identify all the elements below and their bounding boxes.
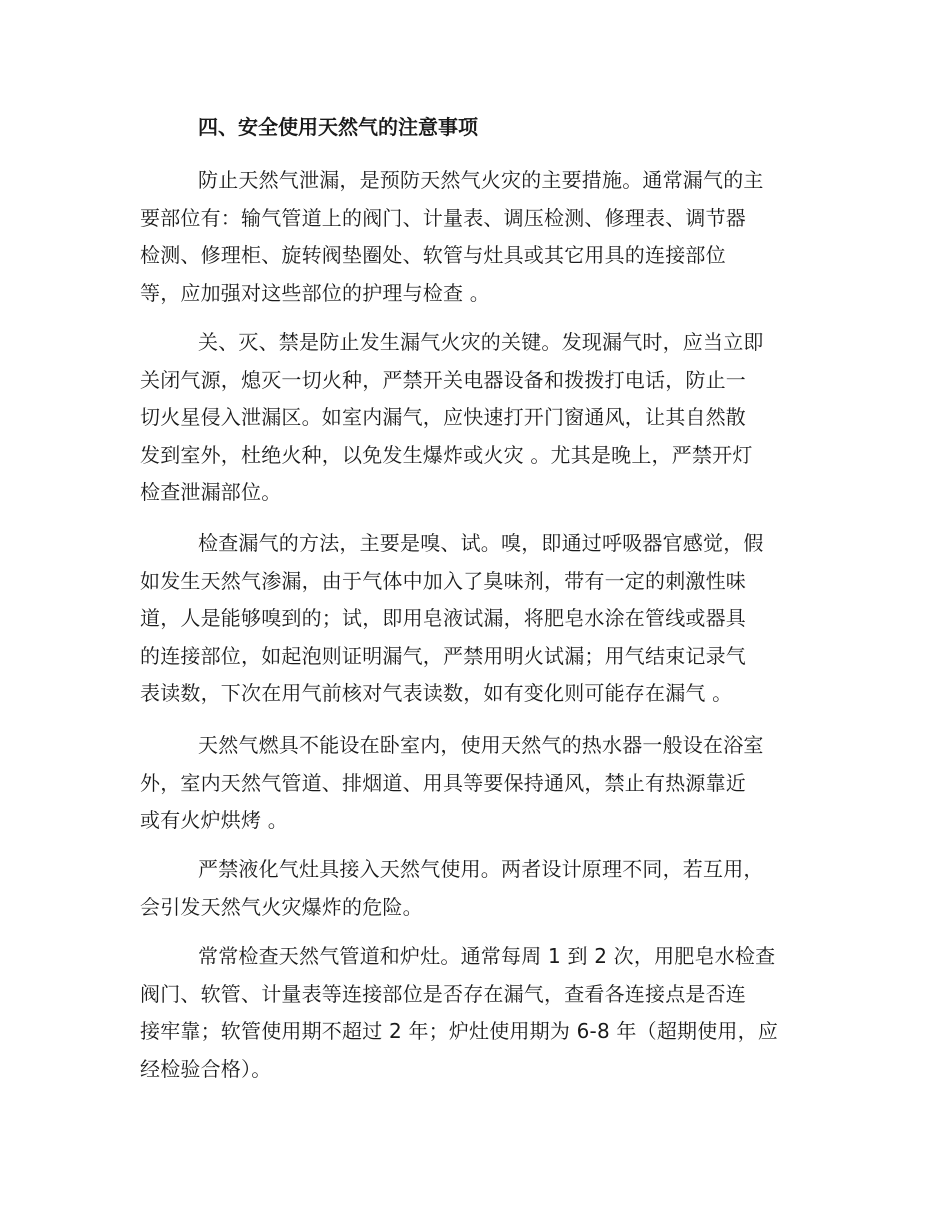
paragraph-line: 切火星侵入泄漏区。如室内漏气，应快速打开门窗通风，让其自然散 — [140, 405, 746, 429]
paragraph-line: 天然气燃具不能设在卧室内，使用天然气的热水器一般设在浴室 — [198, 733, 764, 757]
paragraph-line: 道，人是能够嗅到的；试，即用皂液试漏，将肥皂水涂在管线或器具 — [140, 606, 746, 630]
paragraph-line: 会引发天然气火灾爆炸的危险。 — [140, 894, 423, 919]
paragraph-line: 阀门、软管、计量表等连接部位是否存在漏气，查看各连接点是否连 — [140, 981, 746, 1006]
paragraph-appliance-placement — [140, 727, 820, 840]
paragraph-regular-inspection — [140, 938, 820, 1088]
paragraph-leak-detection — [140, 525, 820, 713]
paragraph-line: 要部位有：输气管道上的阀门、计量表、调压检测、修理表、调节器 — [140, 205, 746, 230]
paragraph-line: 常常检查天然气管道和炉灶。通常每周 1 到 2 次，用肥皂水检查 — [198, 944, 776, 968]
paragraph-line: 的连接部位，如起泡则证明漏气，严禁用明火试漏；用气结束记录气 — [140, 643, 746, 668]
paragraph-leak-prevention — [140, 162, 820, 312]
paragraph-line: 防止天然气泄漏，是预防天然气火灾的主要措施。通常漏气的主 — [198, 168, 764, 192]
paragraph-line: 表读数，下次在用气前核对气表读数，如有变化则可能存在漏气 。 — [140, 681, 733, 705]
paragraph-line: 关闭气源，熄灭一切火种，严禁开关电器设备和拨拨打电话，防止一 — [140, 367, 746, 392]
paragraph-line: 检查泄漏部位。 — [140, 480, 282, 504]
paragraph-line: 经检验合格）。 — [140, 1056, 272, 1081]
paragraph-lpg-warning — [140, 851, 820, 926]
paragraph-line: 外，室内天然气管道、排烟道、用具等要保持通风，禁止有热源靠近 — [140, 770, 746, 795]
paragraph-line: 检测、修理柜、旋转阀垫圈处、软管与灶具或其它用具的连接部位 — [140, 243, 726, 267]
paragraph-leak-response — [140, 324, 820, 512]
paragraph-line: 检查漏气的方法，主要是嗅、试。嗅，即通过呼吸器官感觉，假 — [198, 531, 764, 555]
paragraph-line: 发到室外，杜绝火种，以免发生爆炸或火灾 。尤其是晚上，严禁开灯 — [140, 442, 753, 467]
paragraph-line: 关、灭、禁是防止发生漏气火灾的关键。发现漏气时，应当立即 — [198, 330, 764, 354]
section-heading: 四、安全使用天然气的注意事项 — [198, 115, 478, 139]
paragraph-line: 如发生天然气渗漏，由于气体中加入了臭味剂，带有一定的刺激性味 — [140, 568, 746, 593]
paragraph-line: 或有火炉烘烤 。 — [140, 808, 288, 832]
paragraph-line: 接牢靠；软管使用期不超过 2 年；炉灶使用期为 6-8 年（超期使用，应 — [140, 1019, 779, 1043]
paragraph-line: 严禁液化气灶具接入天然气使用。两者设计原理不同，若互用， — [198, 857, 764, 881]
paragraph-line: 等，应加强对这些部位的护理与检查 。 — [140, 280, 490, 305]
